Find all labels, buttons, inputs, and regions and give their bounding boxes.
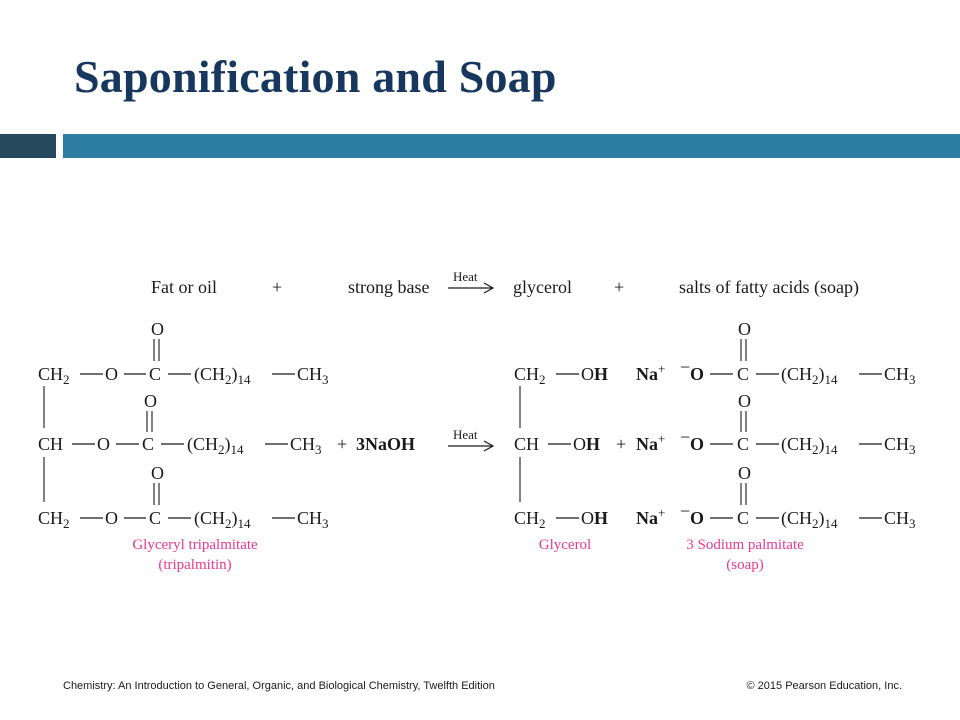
sodium-ion: Na+	[636, 361, 666, 384]
carbonyl-oxygen: O	[738, 391, 751, 411]
carbonyl-carbon: C	[149, 364, 162, 384]
ch2-group: $CH_2$	[514, 508, 546, 531]
ch-group: CH	[514, 434, 540, 454]
carbonyl-carbon: C	[737, 364, 750, 384]
carboxylate-oxygen: O	[690, 508, 705, 528]
ester-oxygen: O	[105, 364, 118, 384]
glycerol-name-label: Glycerol	[538, 537, 592, 553]
plus-sign: +	[614, 277, 625, 297]
ch3-group: $CH_3$	[884, 508, 916, 531]
ch2-chain: $(CH_2)_{14}$	[187, 434, 244, 457]
carbonyl-oxygen: O	[738, 463, 751, 483]
heat-label: Heat	[453, 427, 478, 442]
carbonyl-oxygen: O	[738, 319, 751, 339]
footer-citation: Chemistry: An Introduction to General, Organic, and Biological Chemistry, Twelfth Edition	[63, 680, 495, 692]
carbonyl-oxygen: O	[151, 463, 164, 483]
ch2-group: $CH_2$	[38, 364, 70, 387]
reaction-arrow	[448, 283, 493, 293]
word-equation	[151, 269, 859, 298]
hydroxyl-group: OH	[581, 508, 609, 528]
glycerol-structure	[514, 364, 608, 531]
ester-oxygen: O	[97, 434, 110, 454]
triglyceride-structure	[38, 319, 329, 531]
ch3-group: $CH_3$	[290, 434, 322, 457]
carboxylate-oxygen: O	[690, 434, 705, 454]
sodium-ion: Na+	[636, 505, 666, 528]
carbonyl-carbon: C	[149, 508, 162, 528]
ch2-chain: $(CH_2)_{14}$	[781, 508, 838, 531]
soap-common-name-label: (soap)	[726, 557, 764, 573]
ch2-chain: $(CH_2)_{14}$	[781, 364, 838, 387]
plus-sign: +	[616, 434, 627, 454]
reactant-name-label: Glyceryl tripalmitate	[132, 537, 258, 553]
carbonyl-oxygen: O	[151, 319, 164, 339]
ch2-chain: $(CH_2)_{14}$	[781, 434, 838, 457]
minus-charge: −	[680, 501, 691, 521]
ch-group: CH	[38, 434, 64, 454]
strong-base-label: strong base	[348, 277, 430, 297]
glycerol-label: glycerol	[513, 277, 572, 297]
soap-name-label: 3 Sodium palmitate	[686, 537, 804, 553]
sodium-palmitate-structure	[636, 319, 916, 531]
plus-sign: +	[272, 277, 283, 297]
ester-oxygen: O	[105, 508, 118, 528]
reactant-common-name-label: (tripalmitin)	[158, 557, 232, 573]
hydroxyl-group: OH	[573, 434, 601, 454]
fat-or-oil-label: Fat or oil	[151, 277, 217, 297]
minus-charge: −	[680, 357, 691, 377]
ch2-group: $CH_2$	[514, 364, 546, 387]
ch2-chain: $(CH_2)_{14}$	[194, 364, 251, 387]
carboxylate-oxygen: O	[690, 364, 705, 384]
carbonyl-carbon: C	[737, 508, 750, 528]
minus-charge: −	[680, 427, 691, 447]
ch3-group: $CH_3$	[884, 364, 916, 387]
ch3-group: $CH_3$	[884, 434, 916, 457]
soap-salts-label: salts of fatty acids (soap)	[679, 277, 859, 297]
heat-label: Heat	[453, 269, 478, 284]
hydroxyl-group: OH	[581, 364, 609, 384]
footer-copyright: © 2015 Pearson Education, Inc.	[746, 680, 902, 692]
ch3-group: $CH_3$	[297, 364, 329, 387]
ch2-chain: $(CH_2)_{14}$	[194, 508, 251, 531]
ch3-group: $CH_3$	[297, 508, 329, 531]
carbonyl-oxygen: O	[144, 391, 157, 411]
carbonyl-carbon: C	[737, 434, 750, 454]
naoh-reagent: 3NaOH	[356, 434, 416, 454]
plus-sign: +	[337, 434, 348, 454]
ch2-group: $CH_2$	[38, 508, 70, 531]
carbonyl-carbon: C	[142, 434, 155, 454]
reaction-arrow	[448, 441, 493, 451]
slide-title: Saponification and Soap	[74, 51, 557, 102]
sodium-ion: Na+	[636, 431, 666, 454]
